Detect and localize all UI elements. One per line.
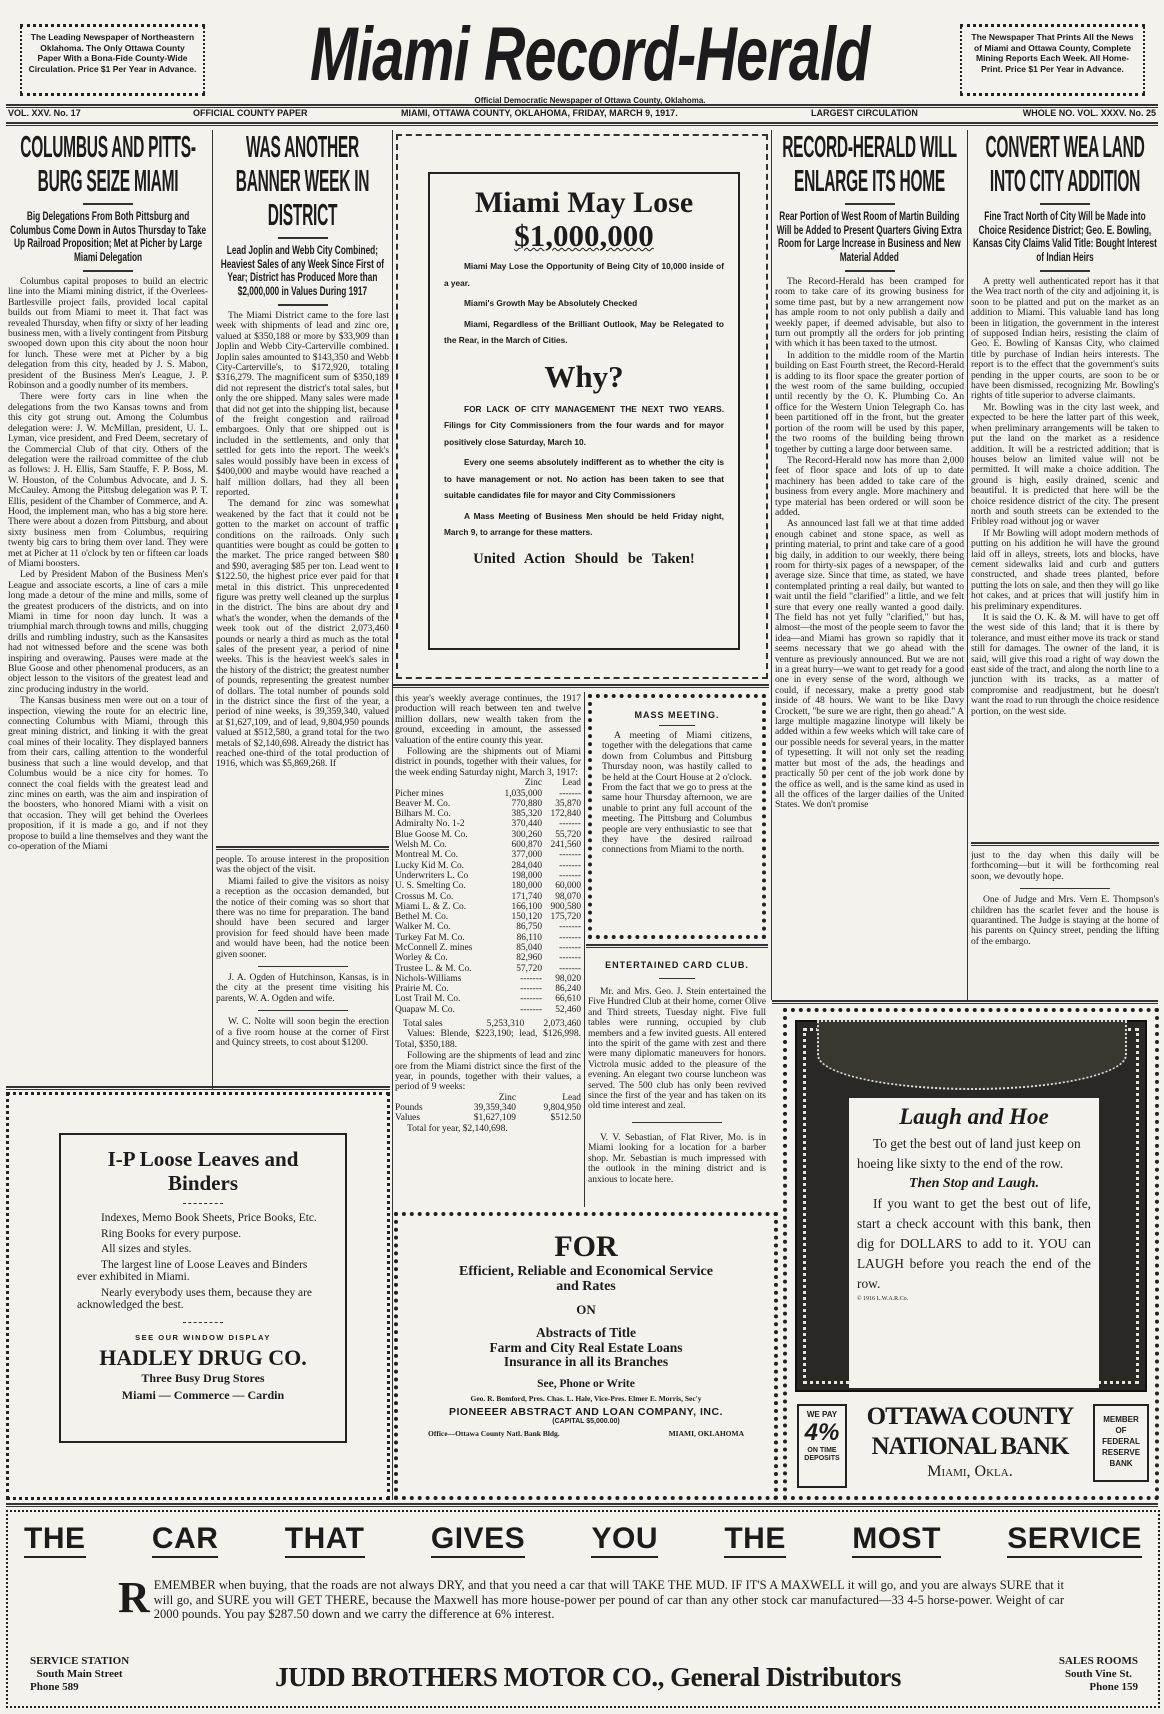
ad-lines <box>77 1212 329 1312</box>
cell: Lost Trail M. Co. <box>395 994 461 1005</box>
cell: Lucky Kid M. Co. <box>395 860 465 871</box>
divider <box>659 978 695 979</box>
rule <box>971 842 1159 846</box>
table-row <box>395 912 581 922</box>
table-row <box>395 933 581 943</box>
local-item: V. V. Sebastian, of Flat River, Mo. is in Miami looking for a location for a barber shop. Mr. Sebastian is much impressed with the outlook in the mining district and is anxious to locate here. <box>588 1131 766 1185</box>
cell: 85,040 <box>516 943 542 953</box>
subhead: Big Delegations From Both Pittsburg and Columbus Come Down in Autos Thursday to Take Up Railroad Proposition; Met at Picher by Large Miami Delegation <box>10 211 207 264</box>
divider <box>659 725 695 726</box>
article-banner-week <box>216 130 389 1088</box>
paragraph: There were forty cars in line when the delegations from the two Kansas towns and from this city got strung out. Among the Columbus delegation were: J. W. McMillan, president, U. L. Lyman, vice president, and Fred Deem, secretary of the Commercial Club of that city. Others of the delegation were the railroad committee of the club as follows: J. H. Ellis, Sam Stauffe, F. P. Boss, M. W. Houston, of the Columbus Advocate, and J. S. McCauley. Among the Pittsbug delegation was P. T. Ellis, pesident of the Chamber of Commerce, and A. Hood, the implement man, who has a big store here. There were about a dozen from Pittsburg, and about sixty business men from Columbus, requiring twenty big cars to bring them over land. They were met at Picher at 11 o'clock by ten or fifteen car loads of Miami boosters. <box>8 391 208 569</box>
cell: ------- <box>520 994 542 1005</box>
headline: WAS ANOTHER BANNER WEEK IN DISTRICT <box>235 130 370 232</box>
rule <box>772 1000 1158 1004</box>
paragraph: As announced last fall we at that time added enough cabinet and stone space, as well as printing material, to print and take care of a good big daily, in addition to our weekly, there being room for thirty-six pages of a newspaper, of the average size. Since that time, as stated, we have contemplated printing a real daily, but wanted to wait until the field "clarified" a little, and we felt sure that every one really wanted a good daily. The field has not yet fully "clarified," but has, almost—the most of the people seem to favor the idea—and Miami has grown so rapidly that it seems necessary that we go ahead with the venture as previously announced. But we are not in a great hurry—we want to get ready for a good one in every sense of the word, although we could, if necessary, make a pretty good stab inside of 48 hours. We want to be like Davy Crockett, "be sure we are right, then go ahead." A large multiple magazine linotype will likely be added within a few weeks which will take care of our possible needs for several years, in the matter of typesetting. It will not only set the reading matter but most of the ads, the headings and practically 50 per cent of the job work done by the office as well, and is the same kind as used in all the offices of the larger dailies of the United States. We don't promise <box>775 518 964 811</box>
table-row <box>395 871 581 881</box>
dateline: MIAMI, OTTAWA COUNTY, OKLAHOMA, FRIDAY, MARCH 9, 1917. <box>401 108 678 118</box>
headline: RECORD-HERALD WILL ENLARGE ITS HOME <box>782 130 957 198</box>
right-ear-box <box>960 24 1145 96</box>
divider <box>183 1203 223 1204</box>
sales-phone: Phone 159 <box>1089 1681 1138 1693</box>
cell: McConnell Z. mines <box>395 943 473 953</box>
cell: 35,870 <box>555 798 581 809</box>
divider <box>278 304 328 306</box>
car-ad-body <box>118 1573 1064 1622</box>
cell <box>395 1093 443 1103</box>
car-ad-headline <box>8 1512 1158 1558</box>
cell: Values <box>395 1113 420 1124</box>
cell: Walker M. Co. <box>395 922 451 933</box>
interest-badge <box>797 1404 847 1488</box>
divider <box>278 237 328 239</box>
table-row <box>395 789 581 799</box>
maxwell-car-ad <box>6 1510 1160 1708</box>
towns: Miami — Commerce — Cardin <box>121 1387 285 1402</box>
cell: ------- <box>559 922 581 933</box>
cell: 377,000 <box>511 850 542 861</box>
table-row <box>395 1103 581 1113</box>
table-row <box>395 892 581 902</box>
federal-reserve-badge: MEMBER OF FEDERAL RESERVE BANK <box>1093 1404 1149 1482</box>
paragraph: people. To arouse interest in the proposition was the object of the visit. <box>216 854 389 876</box>
table-row <box>395 861 581 871</box>
paragraph: A meeting of Miami citizens, together with the delegations that came down from Columbus and Pittsburg Thursday noon, was hastily called to be held at the Court House at 2 o'clock. From the fact that we go to press at the same hour Thursday afternoon, we are unable to print any full account of the meeting. The Pittsburg and Columbus people are very enthusiastic to see that they have the desired railroad connections from Miami to the north. <box>602 730 752 856</box>
table-row <box>395 953 581 963</box>
product: Insurance in all its Branches <box>503 1354 669 1369</box>
ad-title: I-P Loose Leaves and Binders <box>107 1147 299 1195</box>
subhead: Rear Portion of West Room of Martin Building Will be Added to Present Quarters Giving Extra Room for Large Increase in Business and New Material Added <box>776 211 962 264</box>
cell: ------- <box>520 984 542 995</box>
ad-line: Indexes, Memo Book Sheets, Price Books, Etc. <box>101 1212 317 1224</box>
contact: See, Phone or Write <box>537 1377 635 1390</box>
cell: 172,840 <box>550 809 581 820</box>
service-street: South Main Street <box>36 1668 123 1680</box>
we-pay: WE PAY <box>806 1410 838 1419</box>
cell: 900,580 <box>550 901 581 912</box>
cell: 9,804,950 <box>543 1103 581 1114</box>
cell: 370,440 <box>511 819 542 830</box>
cell: ------- <box>520 1004 542 1015</box>
table-row <box>395 799 581 809</box>
product: Farm and City Real Estate Loans <box>489 1339 683 1355</box>
table-row <box>395 840 581 850</box>
cell: Miami L. & Z. Co. <box>395 901 467 912</box>
newspaper-title <box>250 14 930 96</box>
table-row <box>395 1093 581 1103</box>
company-name: HADLEY DRUG CO. <box>99 1344 307 1370</box>
cell: Lead <box>562 1092 581 1103</box>
cell: Crossus M. Co. <box>395 891 454 902</box>
cell: 86,750 <box>516 922 542 933</box>
cell: Bilhars M. Co. <box>395 809 451 820</box>
cell: 180,000 <box>511 881 542 892</box>
cell: ------- <box>559 963 581 974</box>
cell: Blue Goose M. Co. <box>395 829 468 840</box>
cell: 86,240 <box>555 984 581 995</box>
cell: Zinc <box>498 1092 516 1103</box>
divider <box>83 270 133 272</box>
cell: ------- <box>559 870 581 881</box>
cell: Picher mines <box>395 788 444 799</box>
cell: 1,035,000 <box>504 788 542 799</box>
table-row <box>395 881 581 891</box>
paragraph: It is said the O. K. & M. will have to get off the west side of this land; that it is there by tolerance, and must either move its track or stand still for damages. The owner of the land, it is said, will give this road a right of way down the east side of the tract, and along the north line to a junction with its tracks, as a matter of compromise and readjustment, but he doesn't want the road to run through the choice residence portion, on the west side. <box>971 612 1159 717</box>
paragraph: Total for year, $2,140,698. <box>407 1122 508 1134</box>
column-rule <box>967 130 968 1000</box>
divider <box>632 1122 722 1123</box>
cell: 86,110 <box>516 932 542 943</box>
article-enlarge <box>775 130 964 990</box>
ad-line: Ring Books for every purpose. <box>101 1227 242 1240</box>
headline-word: CAR <box>152 1522 219 1558</box>
bank-ad <box>783 1008 1159 1500</box>
headline-word: THAT <box>285 1522 365 1558</box>
paragraph: just to the day when this daily will be forthcoming—but it will be forthcoming real soon, we devoutly hope. <box>971 850 1159 882</box>
paragraph: Following are the shipments out of Miami district in pounds, together with their values, for the week ending Saturday night, March 3, 1917: <box>395 746 581 778</box>
cell: ------- <box>559 788 581 799</box>
local-item: J. A. Ogden of Hutchinson, Kansas, is in the city at the present time visiting his parents, W. A. Ogden and wife. <box>216 972 389 1004</box>
table-row <box>395 830 581 840</box>
cell: 57,720 <box>516 963 542 974</box>
city: MIAMI, OKLAHOMA <box>668 1428 744 1438</box>
paragraph: The Kansas business men were out on a tour of inspection, viewing the route for an electric line, connecting Columbus with Miami, through this great mining district, and linking it with the great coal mines of their locality. They displayed banners from their cars, calling attention to the wonderful business that such a line would develop, and that Columbus would be a nice city for homes. To connect the coal fields with the greatest lead and zinc mines on earth, was the aim and inspiration of the boosters, who honored Miami with a visit on that occasion. They will get behind the Overlees proposition, if it is made a go, and if not they propose to build a line themselves and they want the co-operation of the Miami <box>8 695 208 852</box>
product: Abstracts of Title <box>536 1325 636 1340</box>
ad-line: All sizes and styles. <box>101 1243 192 1255</box>
products <box>408 1326 764 1370</box>
closing-line: United Action Should be Taken! <box>473 550 695 567</box>
paragraph: Miami May Lose the Opportunity of Being City of 10,000 inside of a year. <box>444 261 724 288</box>
bank-location: Miami, Okla. <box>927 1463 1013 1480</box>
divider <box>83 203 133 205</box>
cell: $1,627,109 <box>473 1113 516 1124</box>
volume-number: VOL. XXV. No. 17 <box>8 108 81 118</box>
whole-number: WHOLE NO. VOL. XXXV. No. 25 <box>1022 108 1156 118</box>
zinc-header: Zinc <box>524 778 542 789</box>
cell: Montreal M. Co. <box>395 850 459 861</box>
table-row <box>395 974 581 984</box>
cell: 39,359,340 <box>473 1103 516 1114</box>
cell: 82,960 <box>516 953 542 964</box>
copyright: © 1916 L.W.A.R.Co. <box>857 1296 909 1302</box>
article-body <box>971 277 1159 837</box>
shipments-table <box>395 778 581 1015</box>
interest-rate: 4% <box>804 1419 840 1446</box>
masthead-subtitle: Official Democratic Newspaper of Ottawa County, Oklahoma. <box>474 96 706 105</box>
cell: ------- <box>559 943 581 953</box>
article-wea-land <box>971 130 1159 1000</box>
cell: 171,740 <box>511 891 542 902</box>
service-label: SERVICE STATION <box>30 1655 130 1667</box>
subhead: Lead Joplin and Webb City Combined; Heaviest Sales of any Week Since First of Year; District has Produced More than $2,000,000 in Values During 1917 <box>220 245 385 298</box>
right-ear-text: The Newspaper That Prints All the News of Miami and Ottawa County, Complete Mining Reports Each Week. All Home-Print. Price $1 Per Year in Advance. <box>971 32 1134 74</box>
headline: CONVERT WEA LAND INTO CITY ADDITION <box>985 130 1145 198</box>
hadley-ad-inner <box>59 1133 347 1443</box>
card-club-article <box>588 952 766 1207</box>
cell: Beaver M. Co. <box>395 798 451 809</box>
title-text: Miami Record-Herald <box>309 12 870 97</box>
cell: 198,000 <box>511 870 542 881</box>
headline-word: GIVES <box>431 1522 525 1558</box>
paragraph: Led by President Mabon of the Business Men's League and associate escorts, a line of cars a mile long made a detour of the mine and mills, some of the greatest producers of the districts, and on into Miami in time for noon day lunch. It was a triumphial march through towns and mills, chugging drills and rumbling industry, such as the Kansasites had not witnessed before and the scene was both inspiring and overawing. Pauses were made at the Blue Goose and other phenomenal producers, as an object lesson to the visitors of the greatest lead and zinc producing industry in the world. <box>8 569 208 695</box>
cell: 98,070 <box>555 891 581 902</box>
year-table <box>395 1093 581 1124</box>
cell: 175,720 <box>550 912 581 923</box>
paragraph: Values: Blende, $223,190; lead, $126,998. Total, $350,188. <box>395 1028 581 1050</box>
cell: Turkey Fat M. Co. <box>395 932 465 943</box>
continued-body <box>216 855 389 1049</box>
paragraph: In addition to the middle room of the Martin building on East Fourth street, the Record-Herald is adding to its floor space the greater portion of the west room of the same building, occupied until recently by the O. K. Plumbing Co. An office for the Western Union Telegraph Co. has been partitioned off in the front, but the greater portion of the room will be used by this paper, the two rooms of the building being thrown together by cutting a large door between same. <box>775 349 964 455</box>
table-row <box>395 819 581 829</box>
info-line <box>8 108 1156 120</box>
cell: U. S. Smelting Co. <box>395 881 466 892</box>
rule <box>216 846 389 850</box>
ad-paragraph: To get the best out of land just keep on hoeing like sixty to the end of the row. <box>857 1136 1081 1171</box>
headline: COLUMBUS AND PITTS-BURG SEIZE MIAMI <box>20 130 196 198</box>
ad-title: Laugh and Hoe <box>899 1104 1049 1129</box>
cell: Pounds <box>395 1103 423 1114</box>
office-line <box>408 1429 764 1438</box>
cell: 60,000 <box>555 881 581 892</box>
notice-title: Miami May Lose <box>474 186 694 219</box>
divider <box>258 966 348 967</box>
cell: 2,073,460 <box>543 1019 581 1030</box>
cell: Quapaw M. Co. <box>395 1004 455 1015</box>
office: Office—Ottawa County Natl. Bank Bldg. <box>428 1428 560 1438</box>
rule <box>586 944 768 948</box>
rule <box>6 1503 1158 1507</box>
box-title: MASS MEETING. <box>634 710 720 720</box>
cell: 52,460 <box>555 1004 581 1015</box>
table-row <box>395 902 581 912</box>
cell: ------- <box>559 932 581 943</box>
table-row <box>395 964 581 974</box>
paragraph: The demand for zinc was somewhat weakened by the fact that it could not be gotten to the market on account of traffic conditions on the railroads. Only such quantities were bought as could be gotten to the market. The price ranged between $80 and $90, averaging $85 per ton. Lead went to $122.50, the highest price ever paid for that metal in this district. This unprecedented figure was pretty well cleaned up the surplus in the district. The bins are about dry and what's the wonder, when the demands of the week took out of the district 2,073,460 pounds or nearly a third as much as the total sales of the present year, a period of nine weeks. This is the heaviest week's sales in the history of the district; the greatest number of pounds, representing the greatest number of dollars. The total number of pounds sold in the district since the first of the year, a period of nine weeks, is 39,359,340, valued at $1,627,109, and of lead, 9,804,950 pounds valued at $512,580, a grand total for the two metals of $2,140,698. Already the district has reached one-third of the total production of 1916, which was $5,869,268. If <box>216 498 389 770</box>
shipments-continued <box>395 694 581 1206</box>
ad-line: Nearly everybody uses them, because they are acknowledged the best. <box>77 1286 312 1311</box>
bank-name <box>849 1402 1091 1482</box>
headline-word: THE <box>24 1522 86 1558</box>
cell: ------- <box>559 850 581 861</box>
tagline: Three Busy Drug Stores <box>141 1370 265 1385</box>
cell: Worley & Co. <box>395 953 448 964</box>
subhead: Fine Tract North of City Will be Made into Choice Residence District; Geo. E. Bowling, Kansas City Claims Valid Title: Bought Interest of Indian Heirs <box>973 211 1157 264</box>
paragraph: FOR LACK OF CITY MANAGEMENT THE NEXT TWO YEARS. Filings for City Commissioners from the four wards and for mayor positively close Saturday, March 10. <box>444 403 724 447</box>
cell: ------- <box>559 953 581 964</box>
circulation: LARGEST CIRCULATION <box>811 108 918 118</box>
bank-name-line: OTTAWA COUNTY <box>866 1403 1074 1430</box>
cell: 5,253,310 <box>486 1019 525 1030</box>
pioneer-abstract-ad <box>394 1212 778 1500</box>
column-rule <box>392 130 393 1500</box>
sales-street: South Vine St. <box>1064 1668 1132 1680</box>
cell: ------- <box>559 819 581 830</box>
article-body <box>216 311 389 841</box>
lose-million-notice <box>428 172 740 650</box>
article-body <box>775 277 964 811</box>
article-columbus <box>8 130 208 1085</box>
table-header <box>395 778 581 788</box>
frame-crest <box>817 1020 1127 1090</box>
divider <box>845 203 895 205</box>
cell: Trustee L. & M. Co. <box>395 963 472 974</box>
hadley-drug-ad <box>6 1092 390 1500</box>
paragraph: The Record-Herald has been cramped for room to take care of its growing business for some time past, but by a new arrangement now has ample room to not only publish a daily and weekly paper, if deemed advisable, but also to turn out promptly all the orders for job printing with which it has been taxed to the utmost. <box>775 276 964 350</box>
rule <box>393 684 769 688</box>
cell: 66,610 <box>555 994 581 1005</box>
ad-service: Efficient, Reliable and Economical Service and Rates <box>459 1264 713 1294</box>
car-ad-text: EMEMBER when buying, that the roads are not always DRY, and that you need a car that will TAKE THE MUD. IF IT'S A MAXWELL it will go, and you are always SURE that it will go, and SURE you will GET THERE, because the Maxwell has more house-power per pound of car than any other stock car manufactured—33 4-5 horse-power. Weight of car 2000 pounds. You pay $287.50 down and we carry the difference at 6% interest. <box>153 1578 1064 1621</box>
paragraph: Miami's Growth May be Absolutely Checked <box>464 298 638 308</box>
table-row <box>395 994 581 1004</box>
ad-on: ON <box>576 1302 596 1317</box>
sales-rooms <box>1059 1655 1138 1694</box>
drop-cap: R <box>118 1573 150 1622</box>
article-body <box>8 277 208 852</box>
headline-word: MOST <box>852 1522 941 1558</box>
service-station <box>30 1655 129 1694</box>
bank-ad-panel <box>849 1098 1099 1388</box>
sales-label: SALES ROOMS <box>1058 1655 1138 1667</box>
ad-for: FOR <box>554 1230 618 1263</box>
cell: Prairie M. Co. <box>395 984 449 995</box>
paragraph: Mr. and Mrs. Geo. J. Stein entertained the Five Hundred Club at their home, corner Olive and Third streets, Tuesday night. Five full tables were running, occupied by club members and a few invited guests. All entered into the spirit of the game with zest and there were many diplomatic maneuvers for honors. Victrola music added to the pleasure of the evening. An elegant two course luncheon was served. The 500 club has only been revived since the first of the year and has taken on its old time interest and zeal. <box>588 986 766 1112</box>
cell: 600,870 <box>511 840 542 851</box>
paragraph: this year's weekly average continues, the 1917 production will reach between ten and twelve million dollars, new wealth taken from the ground, exceeding in amount, the assessed valuation of the entire county this year. <box>395 694 581 746</box>
cell: $512.50 <box>550 1113 581 1124</box>
divider <box>1040 203 1090 205</box>
paragraph: Miami failed to give the visitors as noisy a reception as the occasion demanded, but the notice of their coming was so short that there was no time for preparation. The band should have been secured and larger provision for feed should have been made and would have been, had the notice been given sooner. <box>216 875 389 960</box>
table-row <box>395 809 581 819</box>
mass-meeting-box <box>588 694 766 939</box>
bank-name-line: NATIONAL BANK <box>871 1433 1069 1460</box>
divider <box>183 1322 223 1323</box>
headline-word: YOU <box>591 1522 658 1558</box>
paragraph: If Mr Bowling will adopt modern methods of putting on his addition he will have the ground laid off in alleys, streets, lots and blocks, have cement sidewalks laid and curb and gutters constructed, and shade trees planted, before putting the lots on sale, and then they will go like hot cakes, and at prices that will justify him in his preliminary expenditures. <box>971 527 1159 612</box>
cell: ------- <box>520 973 542 984</box>
ad-subtitle: Then Stop and Laugh. <box>909 1176 1039 1191</box>
official-paper: OFFICIAL COUNTY PAPER <box>193 108 308 118</box>
headline-word: SERVICE <box>1007 1522 1142 1558</box>
cell: Underwriters L. Co <box>395 870 469 881</box>
divider <box>845 270 895 272</box>
cell: 385,320 <box>511 809 542 820</box>
divider <box>1040 270 1090 272</box>
cell: Bethel M. Co. <box>395 912 449 923</box>
paragraph: The Miami District came to the fore last week with shipments of lead and zinc ore, valued at $350,188 or more by $33,909 than Joplin and Webb City-Carterville combined. Joplin sales amounted to $143,350 and Webb City-Carterville's, to $172,920, totaling $316,279. The magnificent sum of $350,189 did not represent the district's total sales, but only the ore shipped. Many sales were made that did not get into the shipping list, because of the freight congestion and railroad embargoes. Only that ore shipped out is included in the settlements, and only that settled for gets into the report. The week's sales would possibly have been in excess of $400,000 and maybe would have reached a half million dollars, had they all been reported. <box>216 311 389 498</box>
ad-line: The largest line of Loose Leaves and Binders ever exhibited in Miami. <box>77 1258 308 1283</box>
paragraph: The Record-Herald now has more than 2,000 feet of floor space and lots of up to date machinery has been added to take care of the business from every angle. More machinery and type material has been ordered or will soon be added. <box>775 454 964 518</box>
local-item: One of Judge and Mrs. Vern E. Thompson's children has the scarlet fever and the house is quarantined. The Judge is staying at the home of his parents on Quincy street, pending the lifting of the embargo. <box>971 894 1159 947</box>
cell: 150,120 <box>511 912 542 923</box>
lead-header: Lead <box>562 778 581 789</box>
paragraph: A pretty well authenticated report has it that the Wea tract north of the city and adjoining it, is soon to be platted and put on the market as an addition to Miami. This valuable land has long been in litigation, the government in the interest of supposed Indian heirs, resisting the claim of Geo. E. Bowling of Kansas City, who claimed title by purchase of Indian heirs interests. The report is to the effect that the government's suits pending in the upper courts, are soon to be or have been dismissed, recognizing Mr. Bowling's rights of title superior to adverse claimants. <box>971 277 1159 402</box>
notice-amount: $1,000,000 <box>514 218 654 253</box>
cell: ------- <box>559 860 581 871</box>
cell: 55,720 <box>555 829 581 840</box>
cell: 98,020 <box>555 973 581 984</box>
cell: 284,040 <box>511 860 542 871</box>
divider <box>1020 888 1110 889</box>
paragraph: A Mass Meeting of Business Men should be held Friday night, March 9, to arrange for these matters. <box>444 510 724 537</box>
paragraph: Mr. Bowling was in the city last week, and expected to be here the latter part of this week, when preliminary arrangements will be taken to put the land on the market as a residence addition. It will be a restricted addition; that is houses below an limited value will not be permitted. It will make a choice addition. The ground is high, easily drained, scenic and beautiful. It is predicted that here will be the choice residence district of the city. The present north and south streets can be extended to the Fribley road without jog or waver <box>971 401 1159 528</box>
service-phone: Phone 589 <box>30 1681 79 1693</box>
info-rule <box>6 122 1158 126</box>
column-rule <box>212 130 213 1090</box>
paragraph: Following are the shipments of lead and zinc ore from the Miami district since the first of the year, in pounds, together with their values, a period of 9 weeks: <box>395 1050 581 1093</box>
cell: Welsh M. Co. <box>395 840 447 851</box>
article-title: ENTERTAINED CARD CLUB. <box>605 960 749 970</box>
company-name: PIONEEER ABSTRACT AND LOAN COMPANY, INC. <box>449 1405 723 1418</box>
table-row <box>395 943 581 953</box>
cell: 166,100 <box>511 901 542 912</box>
window-display: SEE OUR WINDOW DISPLAY <box>135 1332 271 1342</box>
cell: Total sales <box>403 1019 443 1030</box>
paragraph: Every one seems absolutely indifferent as to whether the city is to have management or not. No action has been taken to see that suitable candidates file for mayor and City Commissioners <box>444 457 724 500</box>
cell: Admiralty No. 1-2 <box>395 819 465 830</box>
paragraph: Miami, Regardless of the Brilliant Outlook, May be Relegated to the Rear, in the March of Cities. <box>444 318 724 345</box>
divider <box>258 1010 348 1011</box>
headline-word: THE <box>724 1522 786 1558</box>
column-rule <box>584 692 585 1207</box>
ad-paragraph: If you want to get the best out of life, start a check account with this bank, then dig for DOLLARS to add to it. YOU can LAUGH before you reach the end of the row. <box>857 1196 1091 1291</box>
cell: 241,560 <box>550 840 581 851</box>
officers: Geo. R. Bomford, Pres. Chas. L. Hale, Vice-Pres. Elmer E. Morris, Sec'y <box>470 1393 702 1403</box>
left-ear-box <box>20 24 205 96</box>
dealer-name: JUDD BROTHERS MOTOR CO., General Distributors <box>275 1662 901 1692</box>
table-row <box>395 984 581 994</box>
paragraph: Columbus capital proposes to build an electric line into the Miami mining district, if the Overlees-Bartlesville project fails, provided local capital builds out from Miami to meet it. That fact was revealed Thursday, when fifty or sixty of her leading business men, with a lively contingent from Pitsburg swooped down upon this city about the noon hour for lunch. These were met at Picher by a big delegation from this city, headed by J. S. Mabon, president of the Business Men's League, J. P. Robinson and a goodly number of its members. <box>8 276 208 392</box>
column-rule <box>771 130 772 1000</box>
table-row <box>395 1005 581 1015</box>
cell: 770,880 <box>511 798 542 809</box>
local-item: W. C. Nolte will soon begin the erection of a five room house at the corner of First and Quincy streets, to cost about $1200. <box>216 1016 389 1049</box>
capital: (CAPITAL $5,000.00) <box>552 1417 620 1425</box>
ornamental-frame <box>795 1020 1147 1392</box>
table-row <box>395 850 581 860</box>
cell: Nichols-Williams <box>395 973 462 984</box>
on-time-deposits: ON TIME DEPOSITS <box>804 1447 840 1462</box>
why-heading: Why? <box>544 358 624 394</box>
cell: 300,260 <box>511 829 542 840</box>
table-row <box>395 922 581 932</box>
left-ear-text: The Leading Newspaper of Northeastern Oklahoma. The Only Ottawa County Paper With a Bona-Fide County-Wide Circulation. Price $1 Per Year in Advance. <box>28 32 197 74</box>
